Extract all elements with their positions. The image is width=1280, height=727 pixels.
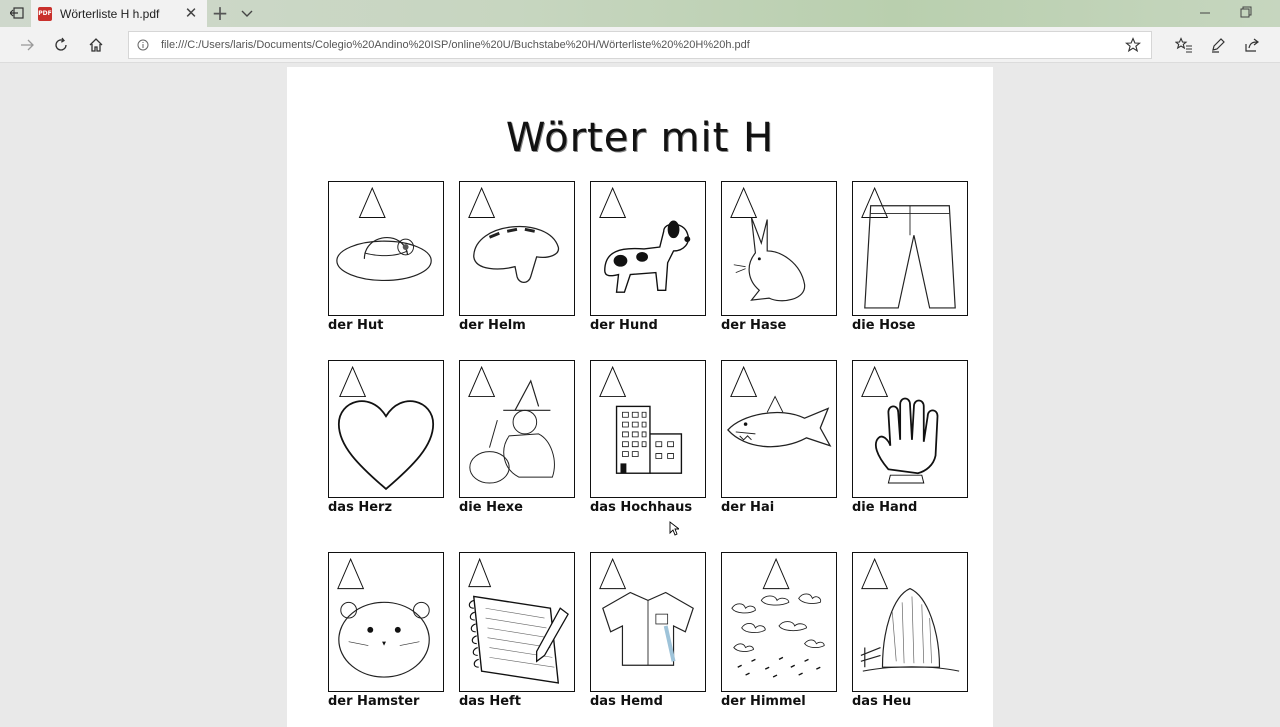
favorites-list-icon [1175,37,1193,53]
mouse-cursor-icon [669,521,679,536]
word-label: das Hochhaus [590,500,693,515]
url-text: file:///C:/Users/laris/Documents/Colegio%20Andino%20ISP/online%20U/Buchstabe%20H/Wörterliste%20%20H%20h.pdf [161,39,750,51]
rabbit-icon [722,182,836,315]
set-tabs-aside-button[interactable] [4,2,30,24]
highrise-icon [591,361,705,497]
pdf-file-icon: PDF [38,7,52,21]
forward-button[interactable] [16,34,38,56]
trousers-icon [853,182,967,315]
tab-preview-button[interactable] [238,4,256,22]
word-label: der Hase [721,318,787,333]
pen-icon [1210,37,1226,53]
new-tab-button[interactable]: + [211,1,229,25]
minimize-button[interactable] [1196,4,1214,22]
hamster-icon [329,553,443,691]
restore-button[interactable] [1236,4,1254,22]
add-favorite-star-icon[interactable] [1125,37,1141,53]
picture-card [590,552,706,692]
picture-card [852,360,968,498]
navigation-bar [0,27,1280,63]
word-label: der Hai [721,500,775,515]
word-label: die Hexe [459,500,524,515]
word-label: das Herz [328,500,393,515]
word-label: der Hut [328,318,384,333]
tab-title: Wörterliste H h.pdf [60,6,160,21]
pdf-page [287,67,993,727]
share-icon [1244,37,1260,53]
word-label: der Hamster [328,694,420,709]
info-icon[interactable] [137,39,149,51]
arrow-right-icon [19,37,35,53]
tab-close-button[interactable]: ✕ [184,4,198,22]
refresh-button[interactable] [50,34,72,56]
notebook-icon [460,553,574,691]
page-title: Wörter mit H [505,115,775,161]
chevron-down-icon [238,4,256,22]
hat-icon [329,182,443,315]
word-label: das Hemd [590,694,663,709]
refresh-icon [53,37,69,53]
picture-card [459,552,575,692]
word-label: das Heft [459,694,521,709]
picture-card [590,181,706,316]
tabs-aside-icon [10,7,24,19]
picture-card [721,360,837,498]
minimize-icon [1196,4,1214,22]
shark-icon [722,361,836,497]
word-label: die Hose [852,318,916,333]
favorites-button[interactable] [1173,34,1195,56]
word-label: der Helm [459,318,526,333]
address-bar[interactable] [128,31,1152,59]
picture-card [328,360,444,498]
heart-icon [329,361,443,497]
share-button[interactable] [1241,34,1263,56]
word-label: der Himmel [721,694,806,709]
picture-card [459,360,575,498]
sky-icon [722,553,836,691]
picture-card [721,552,837,692]
picture-card [328,181,444,316]
home-button[interactable] [85,34,107,56]
word-label: der Hund [590,318,658,333]
dog-icon [591,182,705,315]
picture-card [852,181,968,316]
restore-icon [1236,4,1254,22]
shirt-icon [591,553,705,691]
tab-active[interactable] [31,0,207,27]
hay-icon [853,553,967,691]
picture-card [721,181,837,316]
picture-card [328,552,444,692]
home-icon [88,37,104,53]
witch-icon [460,361,574,497]
picture-card [852,552,968,692]
web-note-button[interactable] [1207,34,1229,56]
picture-card [590,360,706,498]
word-label: die Hand [852,500,918,515]
title-bar [0,0,1280,27]
helmet-icon [460,182,574,315]
hand-icon [853,361,967,497]
word-label: das Heu [852,694,912,709]
picture-card [459,181,575,316]
